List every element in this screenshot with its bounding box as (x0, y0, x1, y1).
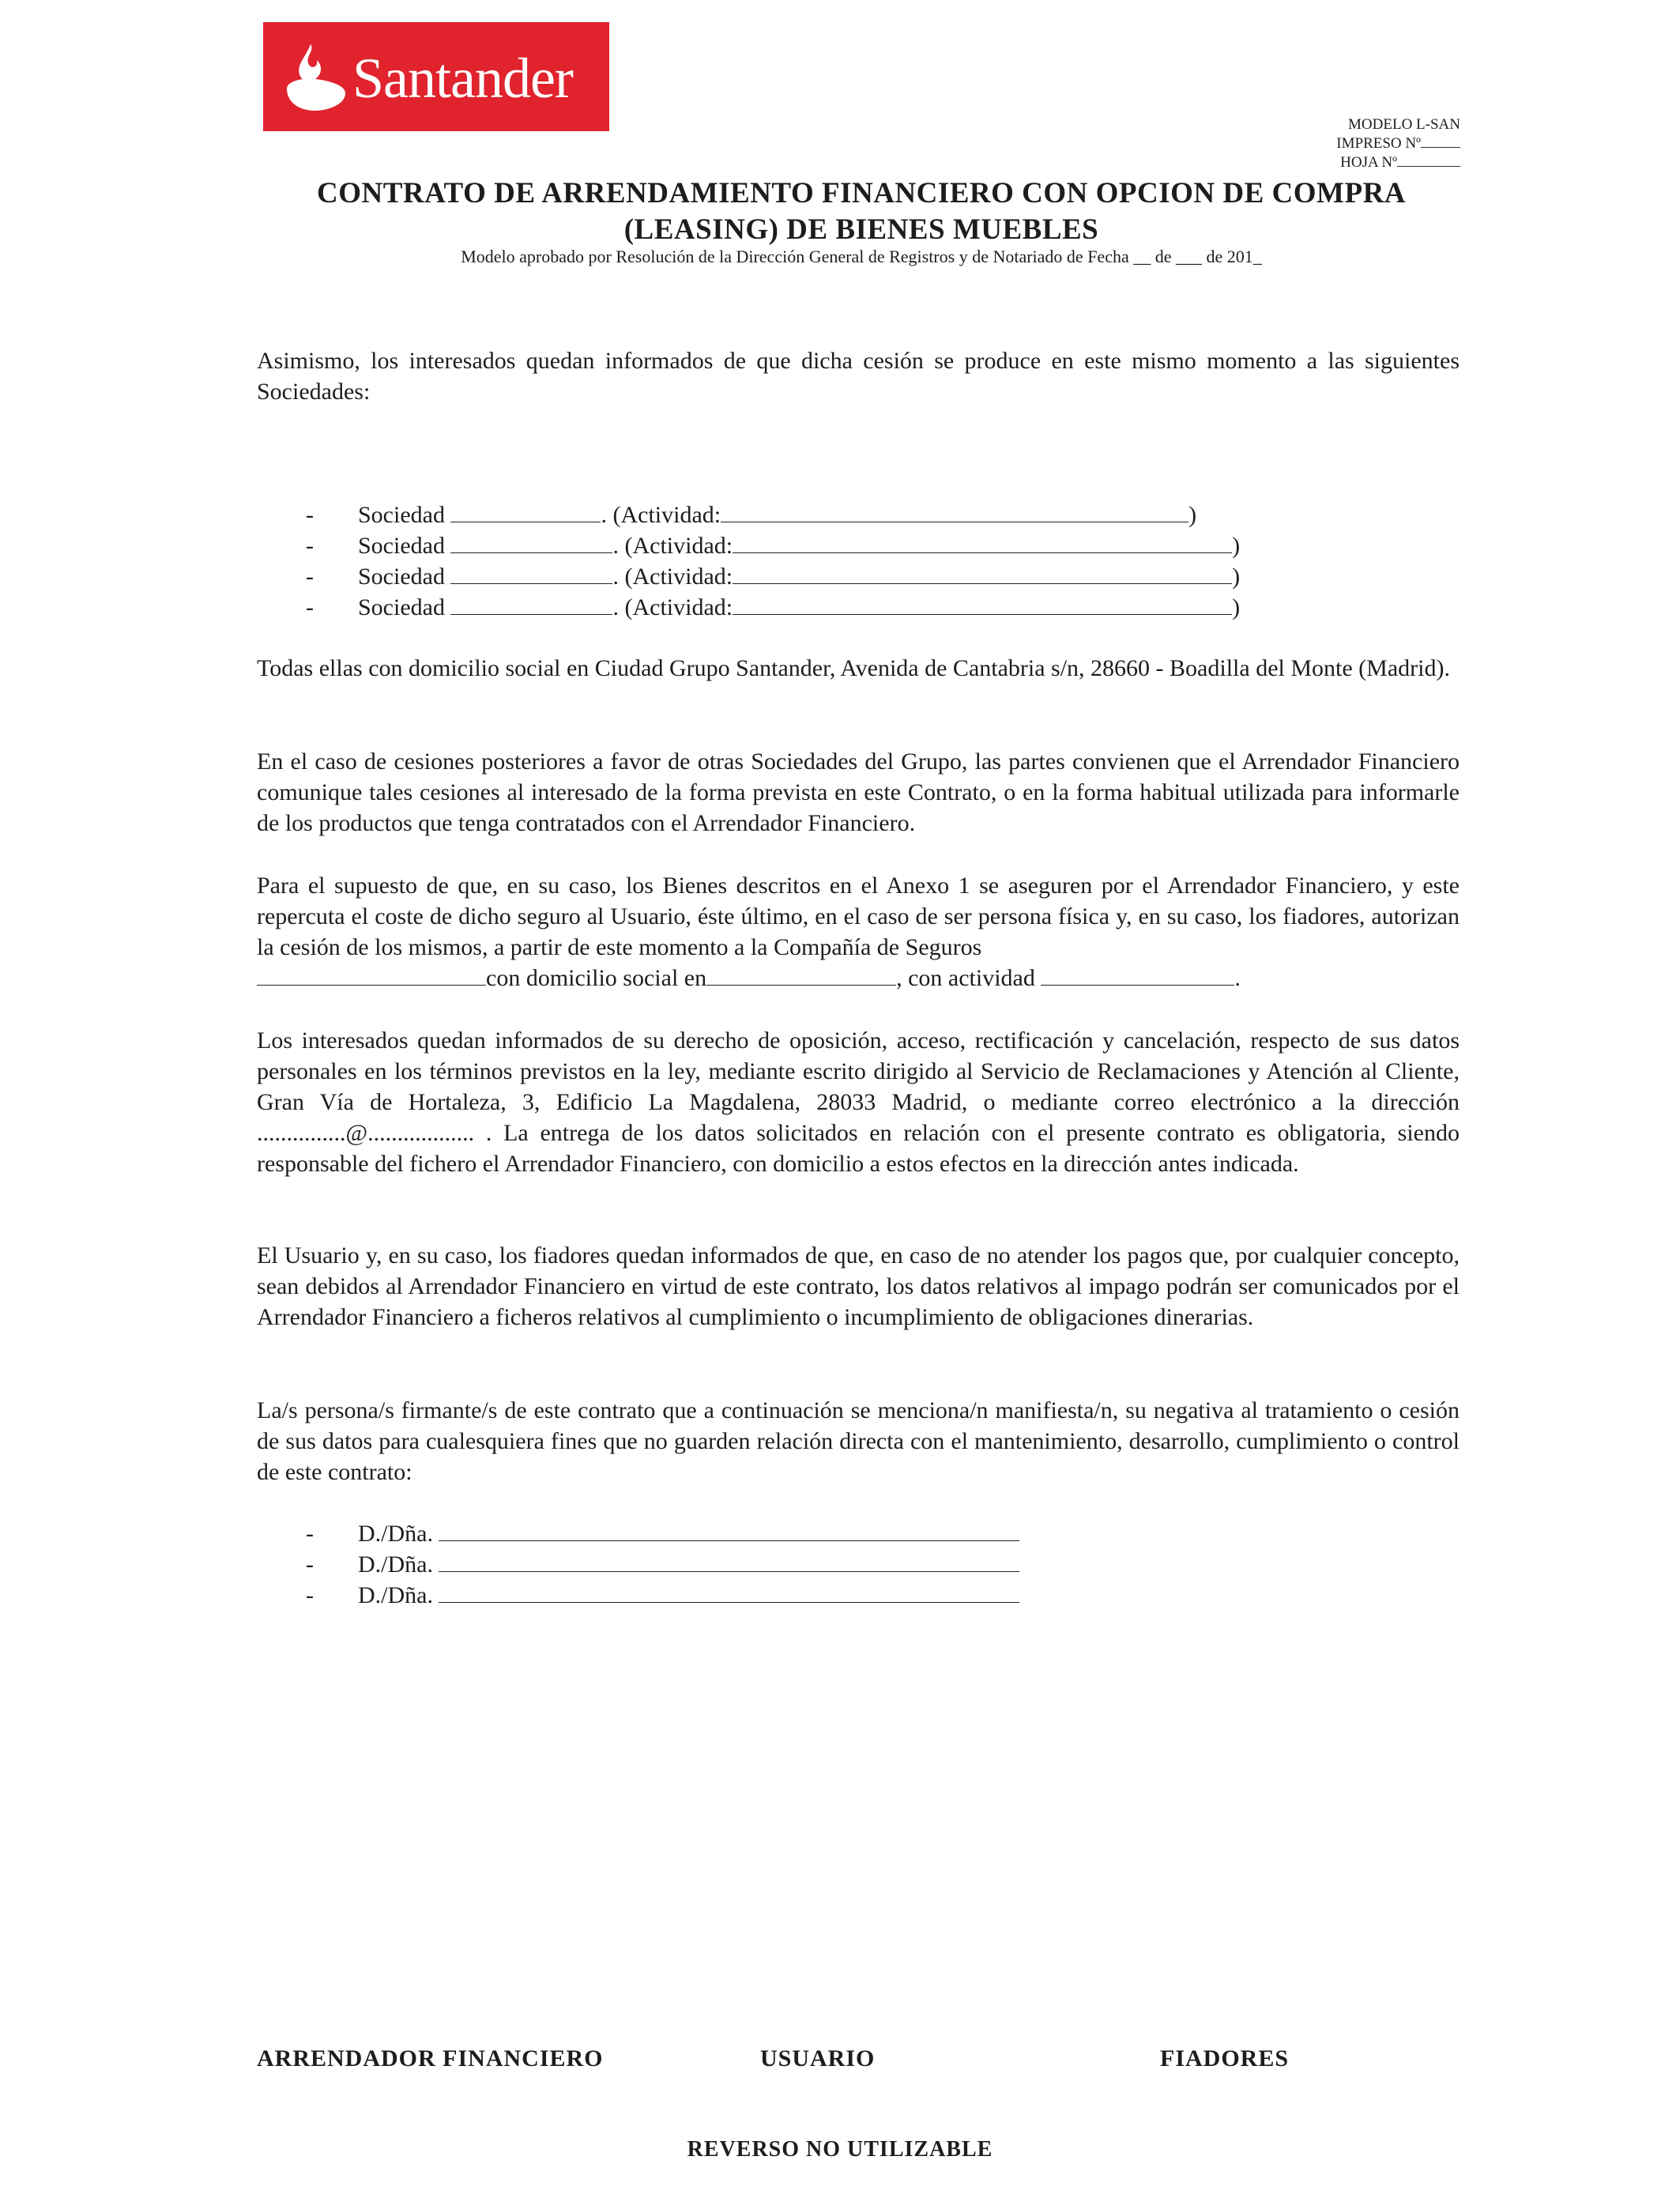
sociedad-label: Sociedad (358, 533, 445, 559)
list-item: - Sociedad . (Actividad: ) (306, 592, 1240, 623)
paragraph-cesiones-posteriores: En el caso de cesiones posteriores a favor de otras Sociedades del Grupo, las partes convienen que el Arrendador Financiero comunique tales cesiones al interesado de la forma prevista en este Contrato, o en la forma habitual utilizada para informarle de los productos que tenga contratados con el Arrendador Financiero. (257, 748, 1460, 836)
document-title (261, 175, 1462, 248)
firmantes-list (306, 1518, 1019, 1611)
model-info (1336, 115, 1460, 172)
firmante-blank[interactable] (439, 1519, 1019, 1541)
sociedad-blank[interactable] (450, 593, 612, 615)
flame-icon (281, 40, 352, 115)
fiadores-signature-label: FIADORES (1160, 2045, 1290, 2071)
modelo-label: MODELO L-SAN (1348, 116, 1460, 133)
paragraph-impago: El Usuario y, en su caso, los fiadores quedan informados de que, en caso de no atender los pagos que, por cualquier concepto, sean debidos al Arrendador Financiero en virtud de este contrato, los datos relativos al impago podrán ser comunicados por el Arrendador Financiero a ficheros relativos al cumplimiento o incumplimiento de obligaciones dinerarias. (257, 1242, 1460, 1330)
actividad-seguro-blank[interactable] (1041, 963, 1234, 986)
list-item: - D./Dña. (306, 1549, 1019, 1580)
actividad-blank[interactable] (733, 562, 1232, 584)
impreso-blank (1421, 134, 1460, 148)
firmante-label: D./Dña. (358, 1551, 433, 1578)
list-item: - Sociedad . (Actividad: ) (306, 530, 1240, 561)
paragraph-seguro (257, 870, 1460, 963)
sociedad-blank[interactable] (450, 562, 612, 584)
list-item: - D./Dña. (306, 1518, 1019, 1549)
list-item: - Sociedad . (Actividad: ) (306, 561, 1240, 592)
santander-logo (263, 22, 609, 131)
sociedad-label: Sociedad (358, 564, 445, 590)
title-line-2: (LEASING) DE BIENES MUEBLES (623, 213, 1099, 246)
paragraph-derechos: Los interesados quedan informados de su derecho de oposición, acceso, rectificación y cancelación, respecto de sus datos personales en los términos previstos en la ley, mediante escrito dirigido al Servicio de Reclamaciones y Atención al Cliente, Gran Vía de Hortaleza, 3, Edificio La Magdalena, 28033 Madrid, o mediante correo electrónico a la dirección ...............@.................. . La entrega de los datos solicitados en relación con el presente contrato es obligatoria, siendo responsable del fichero el Arrendador Financiero, con domicilio a estos efectos en la dirección antes indicada. (257, 1027, 1460, 1177)
firmante-label: D./Dña. (358, 1582, 433, 1608)
impreso-label: IMPRESO Nº (1336, 135, 1421, 152)
compania-blank[interactable] (257, 963, 486, 986)
seguro-fill-row: con domicilio social en , con actividad . (257, 963, 1460, 993)
actividad-blank[interactable] (721, 500, 1188, 522)
logo-text: Santander (352, 47, 573, 110)
actividad-blank[interactable] (733, 593, 1232, 615)
actividad-label: . (Actividad: (612, 594, 733, 620)
sociedad-label: Sociedad (358, 594, 445, 620)
list-item: - Sociedad . (Actividad: ) (306, 499, 1240, 530)
hoja-row (1336, 153, 1460, 172)
sociedad-label: Sociedad (358, 502, 445, 528)
domicilio-blank[interactable] (706, 963, 896, 986)
document-subtitle: Modelo aprobado por Resolución de la Dirección General de Registros y de Notariado de Fecha __ de ___ de 201_ (461, 247, 1262, 266)
sociedades-list (306, 499, 1240, 623)
actividad-blank[interactable] (733, 531, 1232, 553)
actividad-label: . (Actividad: (601, 502, 721, 528)
firmante-blank[interactable] (439, 1550, 1019, 1572)
arrendador-signature-label: ARRENDADOR FINANCIERO (257, 2045, 604, 2071)
impreso-row (1336, 134, 1460, 153)
sociedad-blank[interactable] (450, 531, 612, 553)
usuario-signature-label: USUARIO (760, 2045, 876, 2071)
seguro-text: Para el supuesto de que, en su caso, los Bienes descritos en el Anexo 1 se aseguren por el Arrendador Financiero, y este repercuta el coste de dicho seguro al Usuario, éste último, en el caso de ser persona física y, en su caso, los fiadores, autorizan la cesión de los mismos, a partir de este momento a la Compañía de Seguros (257, 873, 1460, 960)
sociedad-blank[interactable] (450, 500, 601, 522)
reverso-notice: REVERSO NO UTILIZABLE (687, 2137, 993, 2162)
firmante-label: D./Dña. (358, 1521, 433, 1547)
title-line-1: CONTRATO DE ARRENDAMIENTO FINANCIERO CON OPCION DE COMPRA (316, 177, 1407, 209)
firmante-blank[interactable] (439, 1581, 1019, 1603)
actividad-label: . (Actividad: (612, 533, 733, 559)
paragraph-cesion: Asimismo, los interesados quedan informados de que dicha cesión se produce en este mismo momento a las siguientes Sociedades: (257, 348, 1460, 405)
paragraph-negativa: La/s persona/s firmante/s de este contrato que a continuación se menciona/n manifiesta/n, su negativa al tratamiento o cesión de sus datos para cualesquiera fines que no guarden relación directa con el mantenimiento, desarrollo, cumplimiento o control de este contrato: (257, 1397, 1460, 1485)
actividad-label: . (Actividad: (612, 564, 733, 590)
paragraph-domicilio: Todas ellas con domicilio social en Ciudad Grupo Santander, Avenida de Cantabria s/n, 28660 - Boadilla del Monte (Madrid). (257, 655, 1450, 681)
hoja-label: HOJA Nº (1340, 154, 1397, 171)
hoja-blank (1397, 153, 1460, 167)
list-item: - D./Dña. (306, 1580, 1019, 1611)
